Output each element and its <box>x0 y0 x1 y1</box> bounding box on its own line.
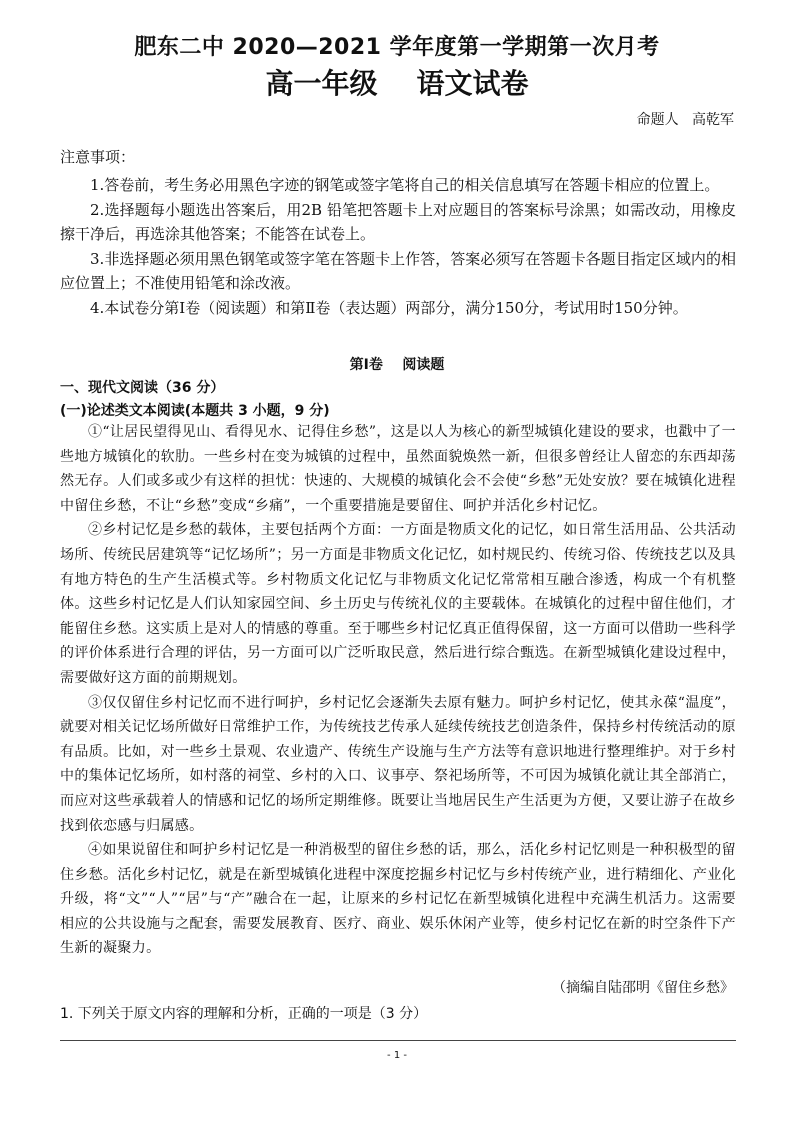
passage-source: （摘编自陆邵明《留住乡愁》 <box>552 980 734 996</box>
notice-list <box>60 173 736 320</box>
reading-passage <box>60 420 736 961</box>
section-heading: 第Ⅰ卷 阅读题 <box>349 357 445 373</box>
footer-divider <box>60 1040 736 1041</box>
passage-paragraph: ②乡村记忆是乡愁的载体，主要包括两个方面：一方面是物质文化的记忆，如日常生活用品、公共活动场所、传统民居建筑等“记忆场所”；另一方面是非物质文化记忆，如村规民约、传统习俗、传统技艺以及具有地方特色的生产生活模式等。乡村物质文化记忆与非物质文化记忆常常相互融合渗透，构成一个有机整体。这些乡村记忆是人们认知家园空间、乡土历史与传统礼仪的主要载体。在城镇化的过程中留住他们，才能留住乡愁。这实质上是对人的情感的尊重。至于哪些乡村记忆真正值得保留，这一方面可以借助一些科学的评价体系进行合理的评估，另一方面可以广泛听取民意，然后进行综合甄选。在新型城镇化建设过程中，需要做好这方面的前期规划。 <box>60 522 736 686</box>
exam-title: 肥东二中 2020—2021 学年度第一学期第一次月考 <box>134 35 660 60</box>
passage-paragraph: ①“让居民望得见山、看得见水、记得住乡愁”，这是以人为核心的新型城镇化建设的要求，也戳中了一些地方城镇化的软肋。一些乡村在变为城镇的过程中，虽然面貌焕然一新，但很多曾经让人留恋的东西却荡然无存。人们或多或少有这样的担忧：快速的、大规模的城镇化会不会使“乡愁”无处安放？要在城镇化进程中留住乡愁，不让“乡愁”变成“乡痛”，一个重要措施是要留住、呵护并活化乡村记忆。 <box>60 424 736 514</box>
passage-paragraph: ③仅仅留住乡村记忆而不进行呵护，乡村记忆会逐渐失去原有魅力。呵护乡村记忆，使其永葆“温度”，就要对相关记忆场所做好日常维护工作，为传统技艺传承人延续传统技艺创造条件，保持乡村传统活动的原有品质。比如，对一些乡土景观、农业遗产、传统生产设施与生产方法等有意识地进行整理维护。对于乡村中的集体记忆场所，如村落的祠堂、乡村的入口、议事亭、祭祀场所等，不可因为城镇化就让其全部消亡，而应对这些承载着人的情感和记忆的场所定期维修。既要让当地居民生产生活更为方便，又要让游子在故乡找到依恋感与归属感。 <box>60 694 736 834</box>
notice-item: 3.非选择题必须用黑色钢笔或签字笔在答题卡上作答，答案必须写在答题卡各题目指定区域内的相应位置上；不准使用铅笔和涂改液。 <box>60 249 736 292</box>
exam-subtitle: 高一年级 语文试卷 <box>265 67 529 100</box>
part-heading: 一、现代文阅读（36 分） <box>60 380 225 396</box>
notice-title: 注意事项： <box>60 148 136 166</box>
page-number: - 1 - <box>387 1050 407 1061</box>
notice-item: 1.答卷前，考生务必用黑色字迹的钢笔或签字笔将自己的相关信息填写在答题卡相应的位置上。 <box>90 176 720 194</box>
question-1: 1. 下列关于原文内容的理解和分析，正确的一项是（3 分） <box>60 1006 428 1022</box>
subpart-heading: (一)论述类文本阅读(本题共 3 小题，9 分) <box>60 403 330 419</box>
author-line: 命题人 高乾军 <box>636 112 734 128</box>
passage-paragraph: ④如果说留住和呵护乡村记忆是一种消极型的留住乡愁的话，那么，活化乡村记忆则是一种积极型的留住乡愁。活化乡村记忆，就是在新型城镇化进程中深度挖掘乡村记忆与乡村传统产业，进行精细化、产业化升级，将“文”“人”“居”与“产”融合在一起，让原来的乡村记忆在新型城镇化进程中充满生机活力。这需要相应的公共设施与之配套，需要发展教育、医疗、商业、娱乐休闲产业等，使乡村记忆在新的时空条件下产生新的凝聚力。 <box>60 842 736 957</box>
notice-item: 2.选择题每小题选出答案后，用2B 铅笔把答题卡上对应题目的答案标号涂黑；如需改动，用橡皮擦干净后，再选涂其他答案；不能答在试卷上。 <box>60 200 736 243</box>
notice-item: 4.本试卷分第Ⅰ卷（阅读题）和第Ⅱ卷（表达题）两部分，满分150分，考试用时150分钟。 <box>90 298 688 317</box>
